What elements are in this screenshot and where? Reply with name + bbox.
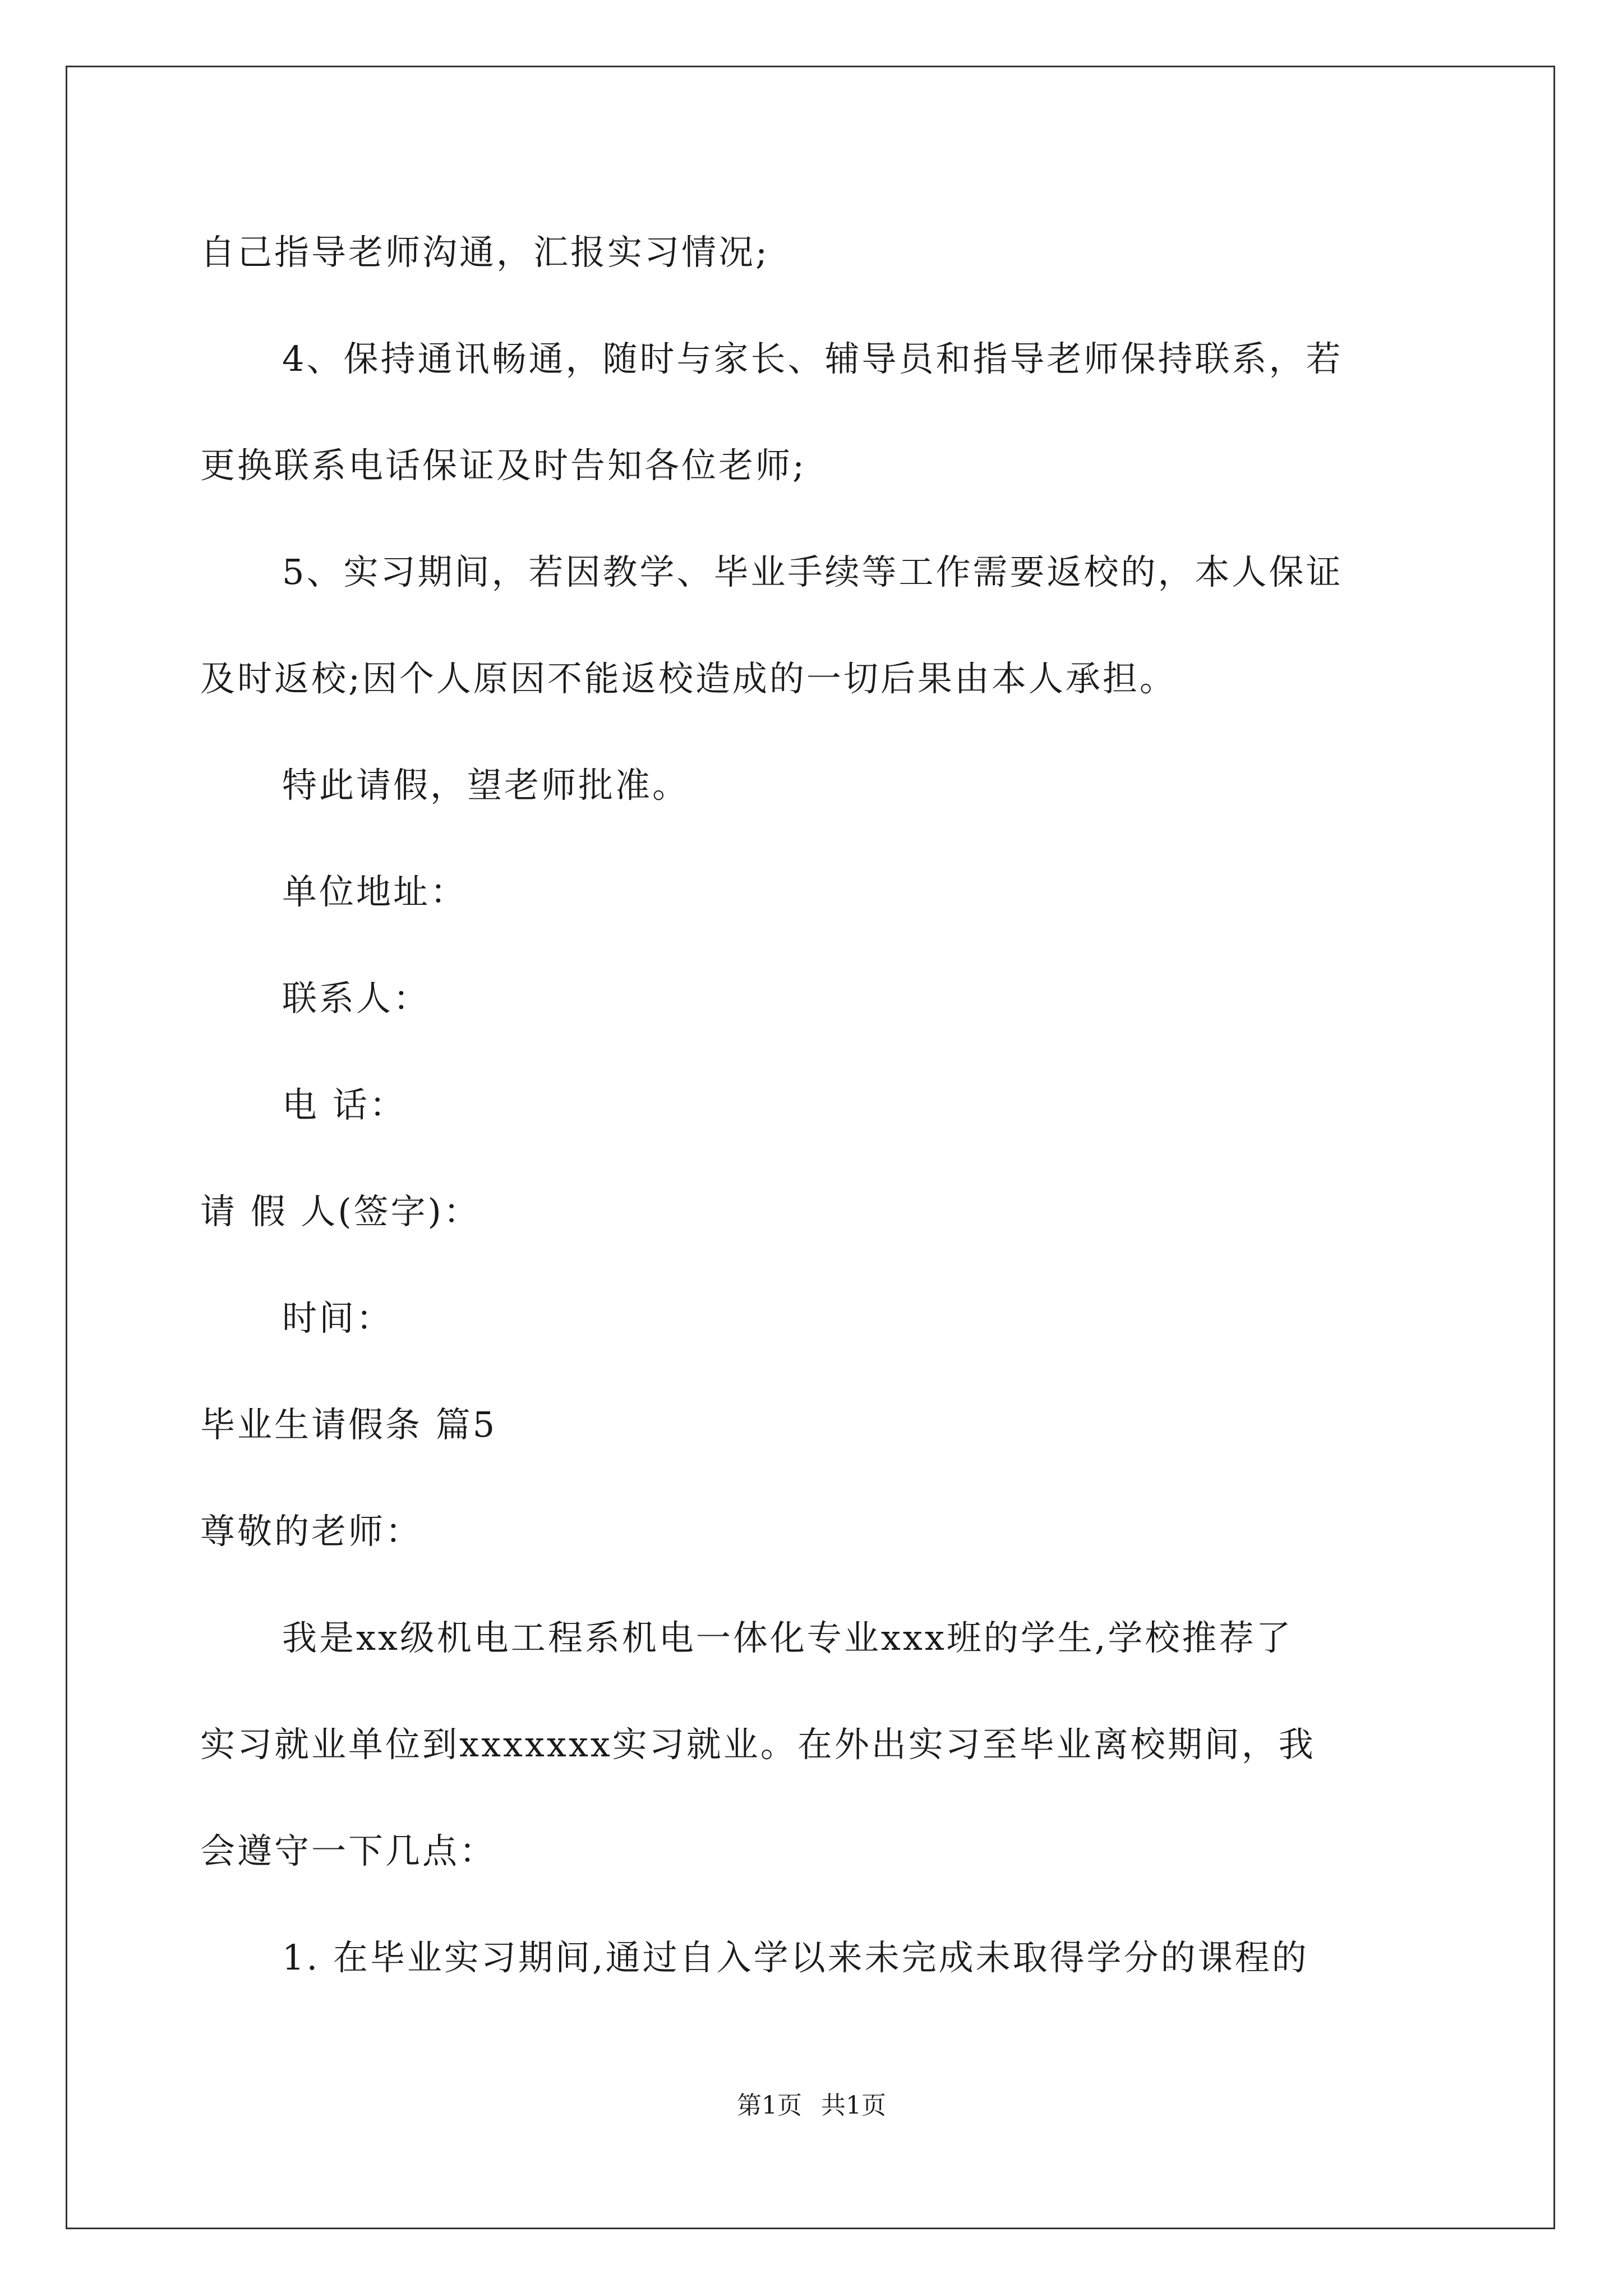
body-line: 4、保持通讯畅通，随时与家长、辅导员和指导老师保持联系，若 <box>282 338 1343 379</box>
body-line: 5、实习期间，若因教学、毕业手续等工作需要返校的，本人保证 <box>282 551 1343 592</box>
body-line: 电 话： <box>282 1084 407 1125</box>
body-line: 更换联系电话保证及时告知各位老师; <box>200 445 806 486</box>
body-line: 自己指导老师沟通，汇报实习情况; <box>200 232 769 273</box>
body-line: 我是xx级机电工程系机电一体化专业xxx班的学生,学校推荐了 <box>282 1617 1293 1658</box>
body-line: 联系人： <box>282 978 431 1019</box>
body-line: 会遵守一下几点： <box>200 1830 497 1871</box>
body-line: 实习就业单位到xxxxxxx实习就业。在外出实习至毕业离校期间，我 <box>200 1724 1316 1765</box>
page-footer <box>0 2089 1623 2123</box>
page-number: 第1页 <box>737 2091 802 2120</box>
body-line: 请 假 人(签字)： <box>200 1191 481 1232</box>
body-line: 1. 在毕业实习期间,通过自入学以来未完成未取得学分的课程的 <box>282 1937 1309 1978</box>
body-line: 时间： <box>282 1297 394 1338</box>
page-total: 共1页 <box>821 2091 886 2120</box>
body-line: 特此请假，望老师批准。 <box>282 765 690 806</box>
page-border <box>66 66 1555 2229</box>
salutation: 尊敬的老师： <box>200 1511 423 1552</box>
body-line: 及时返校;因个人原因不能返校造成的一切后果由本人承担。 <box>200 658 1177 699</box>
body-line: 单位地址： <box>282 871 468 912</box>
section-heading: 毕业生请假条 篇5 <box>200 1404 497 1445</box>
